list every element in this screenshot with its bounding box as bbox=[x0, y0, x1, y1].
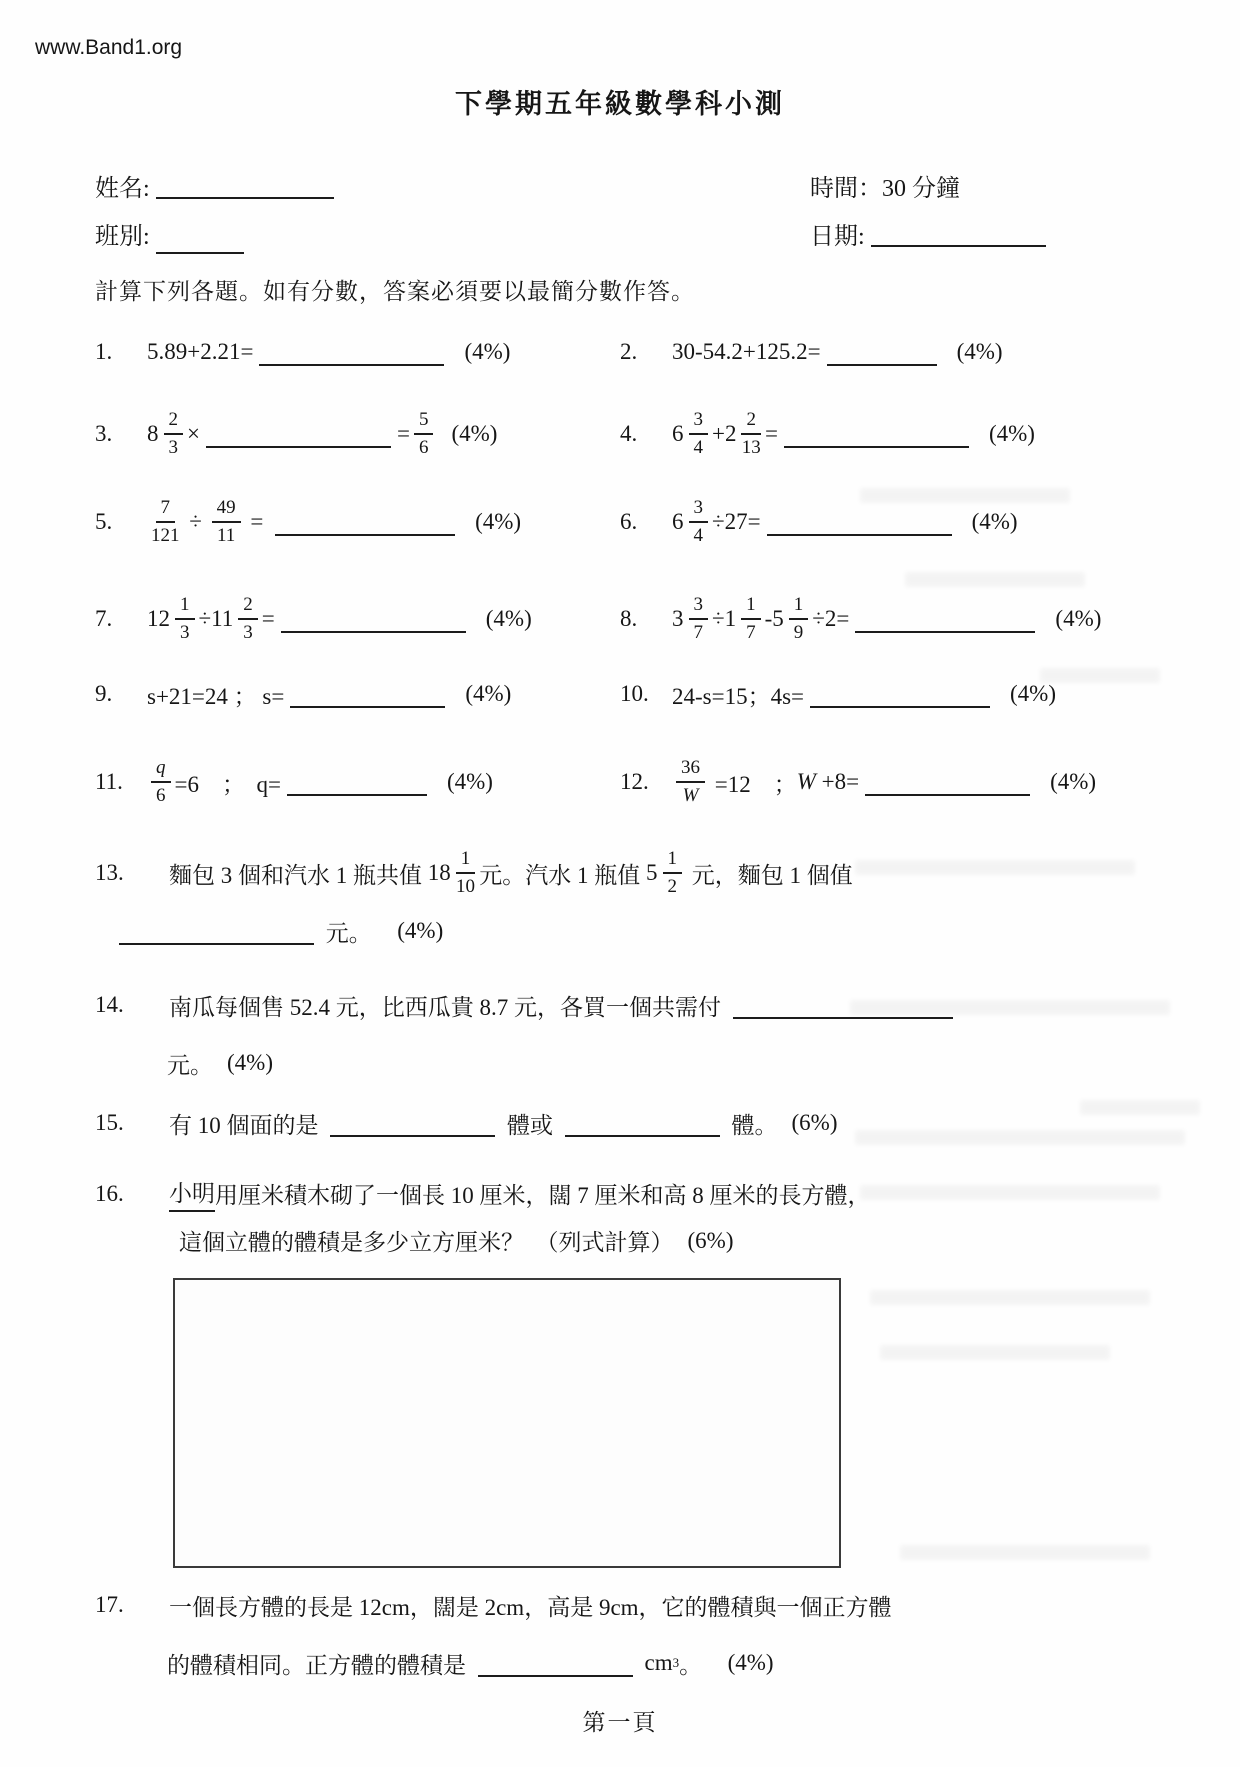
question-number: 1. bbox=[95, 339, 113, 364]
answer-blank bbox=[275, 508, 455, 536]
fraction bbox=[741, 595, 761, 643]
fraction bbox=[175, 595, 195, 643]
math-text: 24-s=15；4s= bbox=[672, 683, 805, 709]
mixed-number bbox=[672, 595, 712, 643]
time-label: 時間：30 分鐘 bbox=[810, 175, 960, 202]
mixed-number bbox=[672, 410, 712, 458]
question-4 bbox=[620, 390, 1200, 478]
name-label: 姓名: bbox=[95, 175, 150, 202]
math-text: 元。汽水 1 瓶值 bbox=[479, 862, 646, 888]
math-text: ÷ bbox=[198, 606, 212, 631]
question-number: 4. bbox=[620, 421, 638, 446]
whole-number: 5 bbox=[772, 606, 784, 631]
fraction bbox=[238, 595, 258, 643]
math-text: ÷27= bbox=[712, 509, 761, 534]
fraction-numerator: q bbox=[151, 758, 171, 783]
whole-number: 5 bbox=[646, 860, 658, 885]
answer-blank bbox=[827, 338, 937, 366]
fraction-denominator: 13 bbox=[741, 437, 761, 458]
fraction-denominator: 3 bbox=[180, 622, 190, 643]
question-line bbox=[95, 1170, 1200, 1217]
question-number: 6. bbox=[620, 509, 638, 534]
site-url: www.Band1.org bbox=[35, 36, 183, 59]
question-8 bbox=[620, 574, 1200, 664]
question-11 bbox=[95, 736, 620, 828]
fraction-numerator: 2 bbox=[741, 410, 761, 435]
mixed-number bbox=[428, 849, 480, 897]
math-text: 5.89+2.21= bbox=[147, 339, 254, 364]
fraction-numerator: 49 bbox=[212, 498, 241, 523]
fraction bbox=[164, 410, 184, 458]
info-row-1 bbox=[95, 161, 1175, 209]
question-5 bbox=[95, 478, 620, 566]
fraction-denominator: 10 bbox=[456, 876, 475, 897]
question-number: 9. bbox=[95, 681, 113, 706]
math-text: 元。 bbox=[320, 920, 384, 946]
fraction bbox=[689, 498, 709, 546]
date-label: 日期: bbox=[810, 223, 865, 250]
math-text: 30-54.2+125.2= bbox=[672, 339, 821, 364]
mixed-number bbox=[147, 595, 199, 643]
question-number: 17. bbox=[95, 1592, 124, 1617]
whole-number: 12 bbox=[147, 606, 170, 631]
question-13 bbox=[95, 844, 1200, 960]
math-text: s+21=24 ； s= bbox=[147, 683, 285, 709]
question-number: 10. bbox=[620, 681, 649, 706]
question-15 bbox=[95, 1094, 1200, 1152]
math-text: 體。 bbox=[725, 1112, 778, 1138]
name-blank-line bbox=[156, 171, 334, 199]
math-text: 有 10 個面的是 bbox=[169, 1112, 325, 1138]
math-text: ÷ bbox=[712, 606, 725, 631]
whole-number: 8 bbox=[147, 421, 159, 446]
score-label: (4%) bbox=[227, 1050, 273, 1075]
math-text: + bbox=[712, 421, 725, 446]
question-1 bbox=[95, 328, 620, 376]
math-text: = bbox=[764, 421, 778, 446]
question-number: 5. bbox=[95, 509, 113, 534]
fraction-numerator: 1 bbox=[456, 849, 476, 874]
fraction bbox=[414, 410, 434, 458]
math-text: =6 ； q= bbox=[174, 771, 281, 797]
info-section bbox=[95, 161, 1175, 257]
math-text: = bbox=[261, 606, 275, 631]
math-text: ÷ bbox=[183, 509, 208, 534]
fraction-denominator: 7 bbox=[746, 622, 756, 643]
word-questions-section bbox=[95, 844, 1200, 1692]
fraction bbox=[741, 410, 761, 458]
superscript: 3 bbox=[672, 1655, 680, 1670]
underlined-text: 小明 bbox=[169, 1175, 215, 1212]
fraction-denominator: 121 bbox=[151, 525, 180, 546]
question-9 bbox=[95, 668, 620, 720]
fraction bbox=[456, 849, 476, 897]
score-label: (4%) bbox=[971, 509, 1018, 534]
math-text: 元，麵包 1 個值 bbox=[686, 862, 853, 888]
math-text: 南瓜每個售 52.4 元，比西瓜貴 8.7 元，各買一個共需付 bbox=[169, 994, 727, 1020]
fraction bbox=[689, 410, 709, 458]
date-blank-line bbox=[871, 219, 1046, 247]
score-label: (6%) bbox=[687, 1227, 734, 1253]
question-12 bbox=[620, 736, 1200, 828]
score-label: (4%) bbox=[485, 606, 532, 631]
math-text: - bbox=[764, 606, 773, 631]
questions-grid bbox=[95, 328, 1200, 828]
score-label: (4%) bbox=[727, 1650, 774, 1675]
math-text: ÷2= bbox=[812, 606, 850, 631]
fraction bbox=[212, 498, 241, 546]
math-text: 一個長方體的長是 12cm，闊是 2cm，高是 9cm，它的體積與一個正方體 bbox=[169, 1594, 892, 1620]
question-line bbox=[95, 1634, 1200, 1692]
question-16 bbox=[95, 1170, 1200, 1568]
answer-blank bbox=[119, 917, 314, 945]
question-number: 15. bbox=[95, 1110, 124, 1135]
fraction-numerator: 2 bbox=[238, 595, 258, 620]
fraction-numerator: 1 bbox=[741, 595, 761, 620]
question-number: 12. bbox=[620, 769, 649, 794]
page-footer: 第一頁 bbox=[582, 1710, 658, 1735]
question-6 bbox=[620, 478, 1200, 566]
question-line bbox=[95, 1576, 1200, 1634]
fraction-numerator: 36 bbox=[676, 758, 705, 783]
fraction bbox=[151, 758, 171, 806]
whole-number: 6 bbox=[672, 509, 684, 534]
score-label: (4%) bbox=[475, 509, 522, 534]
class-label: 班別: bbox=[95, 223, 150, 250]
fraction bbox=[663, 849, 683, 897]
answer-blank bbox=[565, 1109, 720, 1137]
answer-blank bbox=[810, 680, 990, 708]
answer-blank bbox=[330, 1109, 495, 1137]
mixed-number bbox=[772, 595, 812, 643]
fraction bbox=[689, 595, 709, 643]
question-10 bbox=[620, 668, 1200, 720]
mixed-number bbox=[211, 595, 262, 643]
math-text: = bbox=[244, 509, 270, 534]
fraction-denominator: 6 bbox=[156, 785, 166, 806]
whole-number: 6 bbox=[672, 421, 684, 446]
class-blank-line bbox=[156, 226, 244, 254]
whole-number: 2 bbox=[724, 421, 737, 446]
whole-number: 1 bbox=[724, 606, 737, 631]
score-label: (4%) bbox=[446, 769, 493, 794]
math-text: 的體積相同。正方體的體積是 bbox=[167, 1652, 472, 1678]
score-label: (4%) bbox=[451, 421, 498, 446]
fraction-numerator: 1 bbox=[663, 849, 683, 874]
fraction-numerator: 7 bbox=[156, 498, 176, 523]
question-line bbox=[95, 1034, 1200, 1092]
mixed-number bbox=[672, 498, 712, 546]
fraction-denominator: 7 bbox=[693, 622, 703, 643]
answer-blank bbox=[281, 605, 466, 633]
fraction bbox=[151, 498, 180, 546]
score-label: (4%) bbox=[956, 339, 1003, 364]
fraction-denominator: 6 bbox=[418, 437, 429, 458]
fraction-denominator: 9 bbox=[793, 622, 804, 643]
question-7 bbox=[95, 574, 620, 664]
question-17 bbox=[95, 1576, 1200, 1692]
answer-blank bbox=[733, 991, 953, 1019]
question-number: 2. bbox=[620, 339, 638, 364]
info-row-2 bbox=[95, 209, 1175, 257]
math-text: = bbox=[396, 421, 410, 446]
fraction-denominator: 4 bbox=[693, 525, 703, 546]
question-line bbox=[95, 902, 1200, 960]
answer-blank bbox=[767, 508, 952, 536]
question-number: 3. bbox=[95, 421, 113, 446]
question-number: 11. bbox=[95, 769, 123, 794]
answer-blank bbox=[784, 420, 969, 448]
math-text: =12 ； bbox=[709, 771, 797, 797]
math-text: × bbox=[187, 421, 200, 446]
fraction-numerator: 1 bbox=[175, 595, 195, 620]
fraction-denominator: 3 bbox=[243, 622, 253, 643]
page-title: 下學期五年級數學科小測 bbox=[455, 89, 785, 119]
answer-blank bbox=[206, 420, 391, 448]
question-14 bbox=[95, 976, 1200, 1092]
math-text: 用厘米積木砌了一個長 10 厘米，闊 7 厘米和高 8 厘米的長方體， bbox=[215, 1183, 871, 1208]
score-label: (6%) bbox=[791, 1110, 838, 1135]
math-text: 元。 bbox=[167, 1052, 213, 1078]
math-text: cm bbox=[638, 1650, 673, 1675]
score-label: (4%) bbox=[464, 339, 511, 364]
fraction-numerator: 2 bbox=[164, 410, 184, 435]
mixed-number bbox=[725, 410, 765, 458]
instructions: 計算下列各題。如有分數，答案必須要以最簡分數作答。 bbox=[95, 279, 695, 304]
math-text: 這個立體的體積是多少立方厘米？ （列式計算） bbox=[179, 1230, 674, 1255]
mixed-number bbox=[725, 595, 765, 643]
answer-blank bbox=[478, 1649, 633, 1677]
answer-workbox bbox=[173, 1278, 841, 1568]
whole-number: 3 bbox=[672, 606, 684, 631]
mixed-number bbox=[646, 849, 686, 897]
fraction bbox=[789, 595, 809, 643]
fraction-numerator: 3 bbox=[689, 595, 709, 620]
math-text: 體或 bbox=[501, 1112, 559, 1138]
score-label: (4%) bbox=[397, 918, 444, 943]
fraction bbox=[676, 758, 705, 806]
question-2 bbox=[620, 328, 1200, 376]
whole-number: 18 bbox=[427, 860, 451, 885]
mixed-number bbox=[147, 410, 187, 458]
score-label: (4%) bbox=[1050, 769, 1097, 794]
math-variable: W bbox=[796, 769, 816, 794]
answer-blank bbox=[287, 768, 427, 796]
question-3 bbox=[95, 390, 620, 478]
answer-blank bbox=[259, 338, 444, 366]
score-label: (4%) bbox=[1010, 681, 1056, 706]
math-text: 麵包 3 個和汽水 1 瓶共值 bbox=[169, 862, 428, 888]
fraction-numerator: 5 bbox=[414, 410, 434, 435]
score-label: (4%) bbox=[988, 421, 1035, 446]
question-line bbox=[95, 1217, 1200, 1264]
fraction-denominator: W bbox=[682, 785, 699, 806]
fraction-denominator: 4 bbox=[693, 437, 703, 458]
score-label: (4%) bbox=[1055, 606, 1102, 631]
answer-blank bbox=[855, 605, 1035, 633]
whole-number: 11 bbox=[211, 606, 234, 631]
fraction-denominator: 3 bbox=[168, 437, 178, 458]
answer-blank bbox=[865, 768, 1030, 796]
math-text: +8= bbox=[815, 769, 860, 794]
question-line bbox=[95, 844, 1200, 902]
question-number: 14. bbox=[95, 992, 124, 1017]
fraction-numerator: 3 bbox=[689, 498, 709, 523]
question-number: 8. bbox=[620, 606, 638, 631]
question-number: 7. bbox=[95, 606, 113, 631]
fraction-numerator: 1 bbox=[789, 595, 809, 620]
question-line bbox=[95, 1094, 1200, 1152]
score-label: (4%) bbox=[465, 681, 512, 706]
fraction-denominator: 11 bbox=[216, 525, 236, 546]
fraction-denominator: 2 bbox=[667, 876, 677, 897]
fraction-numerator: 3 bbox=[689, 410, 709, 435]
question-line bbox=[95, 976, 1200, 1034]
question-number: 16. bbox=[95, 1180, 124, 1206]
answer-blank bbox=[290, 680, 445, 708]
question-number: 13. bbox=[95, 860, 124, 885]
math-text: 。 bbox=[679, 1652, 714, 1678]
